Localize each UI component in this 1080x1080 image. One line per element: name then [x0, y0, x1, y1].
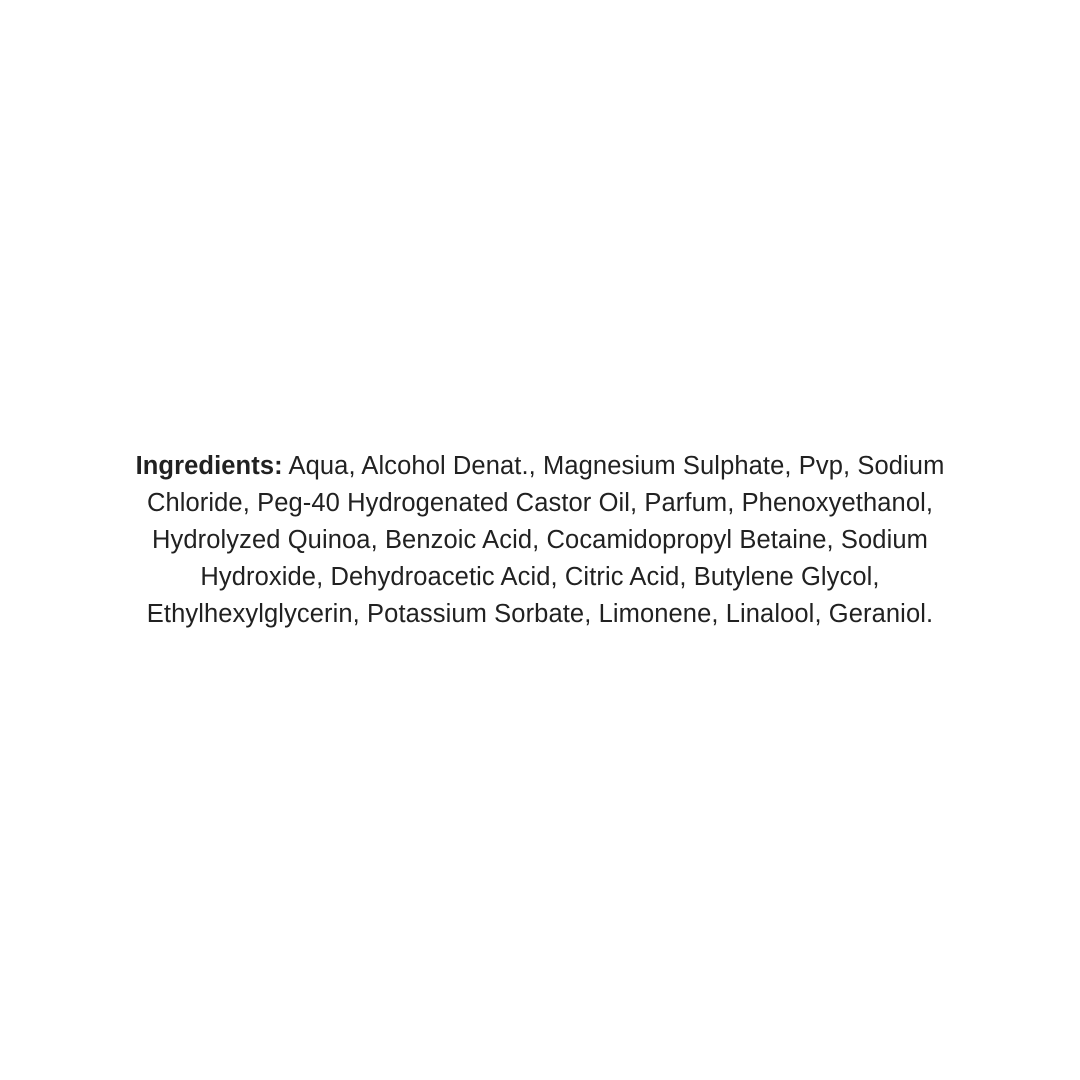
ingredients-heading: Ingredients: — [135, 451, 283, 480]
ingredients-paragraph — [95, 448, 985, 633]
ingredients-list-text: Aqua, Alcohol Denat., Magnesium Sulphate, Pvp, Sodium Chloride, Peg-40 Hydrogenated Castor Oil, Parfum, Phenoxyethanol, Hydrolyzed Quinoa, Benzoic Acid, Cocamidopropyl Betaine, Sodium Hydroxide, Dehydroacetic Acid, Citric Acid, Butylene Glycol, Ethylhexylglycerin, Potassium Sorbate, Limonene, Linalool, Geraniol. — [146, 451, 945, 628]
